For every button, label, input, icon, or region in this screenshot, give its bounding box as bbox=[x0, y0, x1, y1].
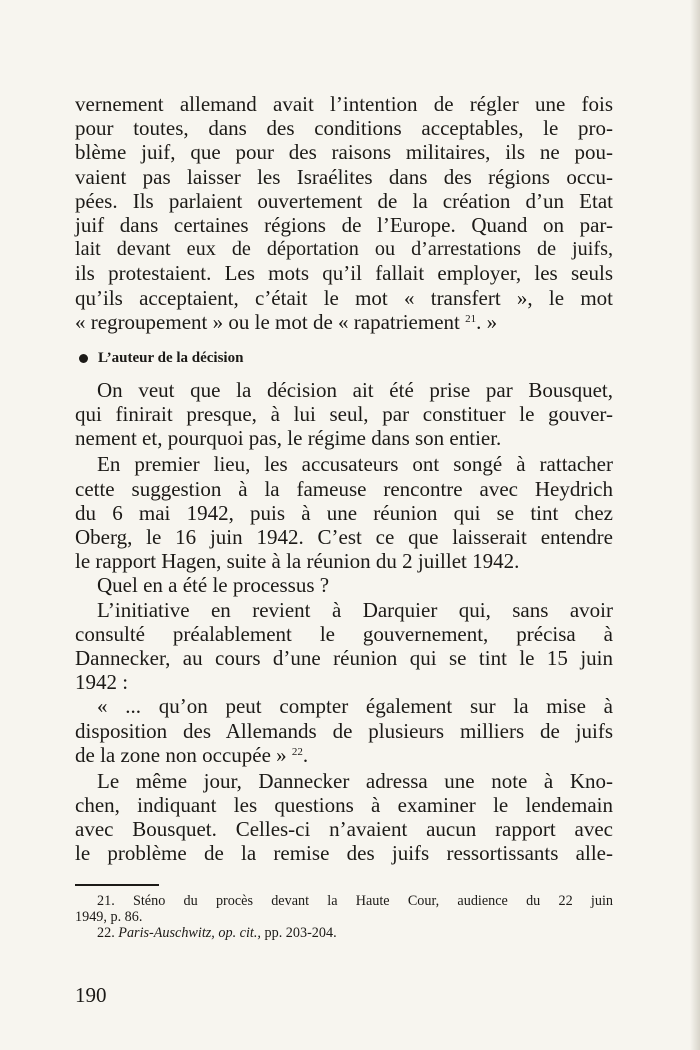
paragraph-continued bbox=[75, 92, 613, 334]
text-line: Le même jour, Dannecker adressa une note à Kno- bbox=[97, 768, 613, 793]
text-line: nement et, pourquoi pas, le régime dans son entier. bbox=[75, 426, 502, 451]
page-body bbox=[75, 92, 613, 866]
paragraph bbox=[75, 378, 613, 451]
text-line: avec Bousquet. Celles-ci n’avaient aucun rapport avec bbox=[75, 817, 613, 842]
text-line: En premier lieu, les accusateurs ont songé à rattacher bbox=[97, 452, 613, 477]
footnote-21-cont: 1949, p. 86. bbox=[75, 909, 143, 925]
text-line: « ... qu’on peut compter également sur la mise à bbox=[97, 694, 613, 719]
text-line: qui finirait presque, à lui seul, par constituer le gouver- bbox=[75, 402, 613, 427]
footnotes bbox=[75, 893, 613, 941]
text-line: vaient pas laisser les Israélites dans des régions occu- bbox=[75, 164, 613, 189]
text-line: ils protestaient. Les mots qu’il fallait employer, les seuls bbox=[75, 261, 613, 286]
footnote-ref: 21 bbox=[465, 312, 477, 325]
page-number: 190 bbox=[75, 983, 107, 1007]
paragraph: Quel en a été le processus ? bbox=[97, 573, 330, 598]
page-edge bbox=[690, 0, 700, 1050]
text-line: cette suggestion à la fameuse rencontre avec Heydrich bbox=[75, 476, 613, 501]
quotation bbox=[75, 694, 613, 767]
footnote-ref: 22 bbox=[291, 745, 303, 758]
text-line: Oberg, le 16 juin 1942. C’est ce que laisserait entendre bbox=[75, 525, 613, 549]
text-line: le rapport Hagen, suite à la réunion du 2 juillet 1942. bbox=[75, 549, 520, 574]
section-title: L’auteur de la décision bbox=[98, 350, 244, 367]
text-line: juif dans certaines régions de l’Europe. Quand on par- bbox=[75, 212, 613, 237]
text-line: de la zone non occupée » $^{22}$. bbox=[75, 742, 309, 767]
section-heading bbox=[75, 348, 613, 370]
text-line: le problème de la remise des juifs ressortissants alle- bbox=[75, 841, 613, 866]
footnote-21: 21. Sténo du procès devant la Haute Cour, audience du 22 juin bbox=[97, 893, 613, 909]
footnote-rule bbox=[75, 884, 159, 886]
text-line: disposition des Allemands de plusieurs milliers de juifs bbox=[75, 718, 613, 743]
paragraph bbox=[75, 452, 613, 573]
text-line: vernement allemand avait l’intention de régler une fois bbox=[75, 92, 613, 116]
text-line: On veut que la décision ait été prise par Bousquet, bbox=[97, 377, 613, 402]
text-line: Dannecker, au cours d’une réunion qui se tint le 15 juin bbox=[75, 645, 613, 670]
text-line: L’initiative en revient à Darquier qui, sans avoir bbox=[97, 597, 613, 622]
text-line: chen, indiquant les questions à examiner le lendemain bbox=[75, 793, 613, 818]
text-line: qu’ils acceptaient, c’était le mot « transfert », le mot bbox=[75, 285, 613, 310]
text-line: blème juif, que pour des raisons militaires, ils ne pou- bbox=[75, 140, 613, 165]
text-line: lait devant eux de déportation ou d’arrestations de juifs, bbox=[75, 238, 613, 261]
text-line: du 6 mai 1942, puis à une réunion qui se tint chez bbox=[75, 500, 613, 525]
text-line: pour toutes, dans des conditions acceptables, le pro- bbox=[75, 116, 613, 141]
text-line: 1942 : bbox=[75, 670, 129, 695]
footnote-22: 22. Paris-Auschwitz, op. cit., pp. 203-204. bbox=[97, 925, 337, 941]
paragraph bbox=[75, 769, 613, 866]
text-line: « regroupement » ou le mot de « rapatriement $^{21}$. » bbox=[75, 309, 498, 334]
text-line: consulté préalablement le gouvernement, précisa à bbox=[75, 621, 613, 646]
bullet-icon bbox=[79, 354, 88, 363]
paragraph bbox=[75, 598, 613, 695]
text-line: pées. Ils parlaient ouvertement de la création d’un Etat bbox=[75, 188, 613, 213]
